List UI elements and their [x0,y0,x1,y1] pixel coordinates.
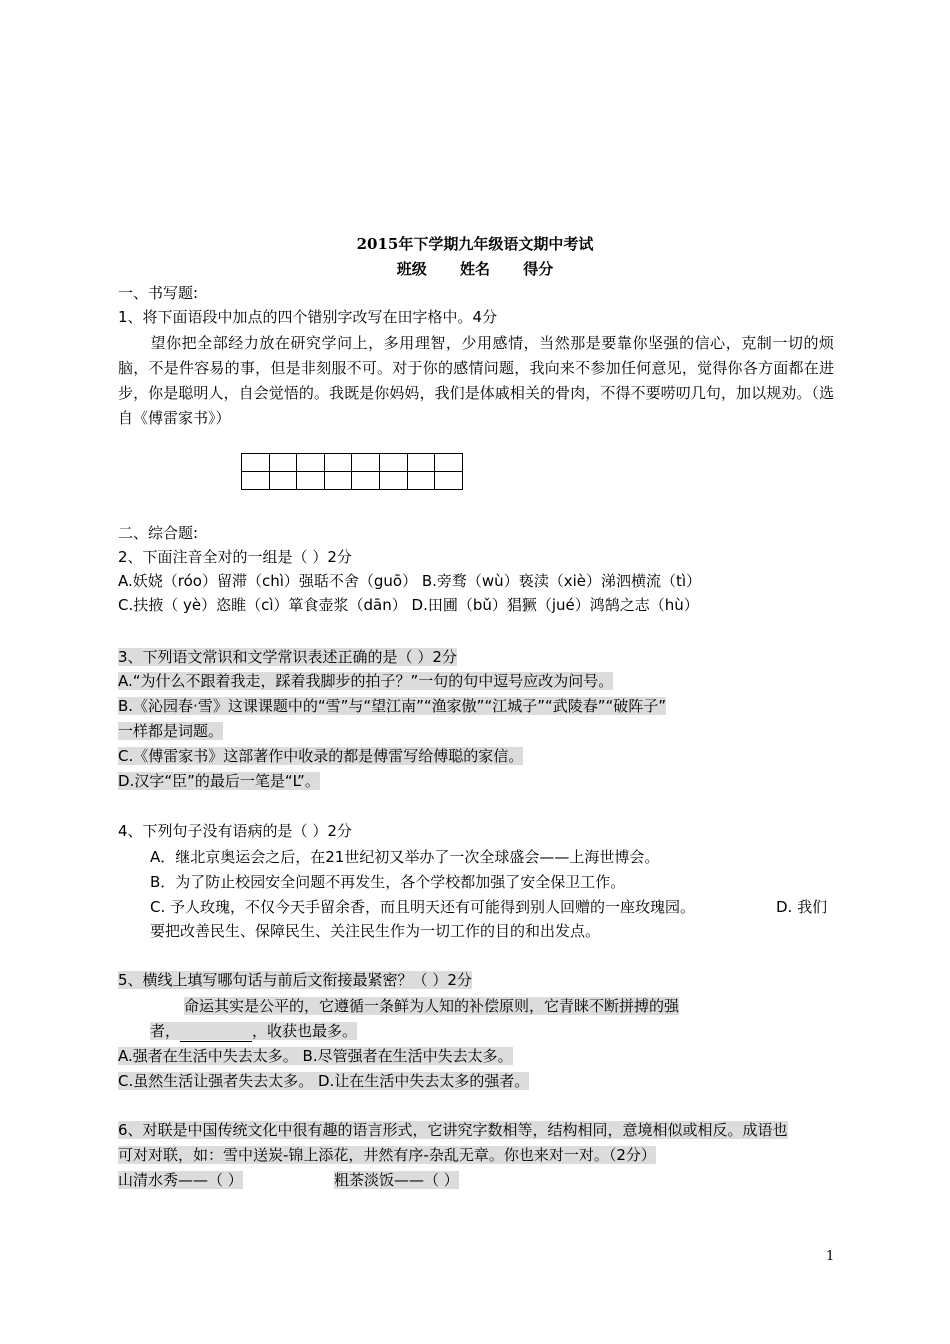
q4-option-d: 要把改善民生、保障民生、关注民生作为一切工作的目的和出发点。 [150,922,601,940]
q5-text-post: ，收获也最多。 [252,1022,358,1040]
q6-prompt-line1: 6、对联是中国传统文化中很有趣的语言形式，它讲究字数相等，结构相同，意境相似或相反。成语也 [118,1121,788,1139]
grid-cell[interactable] [352,472,380,490]
grid-cell[interactable] [269,472,297,490]
q5-options-cd: C.虽然生活让强者失去太多。 D.让在生活中失去太多的强者。 [118,1072,530,1090]
q3-option-b: B.《沁园春·雪》这课课题中的“雪”与“望江南”“渔家傲”“江城子”“武陵春”“破阵子” [118,697,667,715]
section1-heading: 一、书写题: [118,284,199,302]
q5-text-line1: 命运其实是公平的，它遵循一条鲜为人知的补偿原则，它青睐不断拼搏的强 [184,997,680,1015]
score-field-label: 得分 [523,260,554,278]
grid-cell[interactable] [435,454,463,472]
q5-options-ab: A.强者在生活中失去太多。 B.尽管强者在生活中失去太多。 [118,1047,513,1065]
q6-pair1[interactable]: 山清水秀——（ ） [118,1171,243,1189]
q2-options-cd: C.扶掖（ yè）恣睢（cì）箪食壶浆（dān） D.田圃（bǔ）猖獗（jué）鸿鹄之志（hù） [118,596,699,614]
grid-cell[interactable] [352,454,380,472]
q5-fill-blank[interactable] [180,1025,252,1042]
q4-option-c: C. 予人玫瑰，不仅今天手留余香，而且明天还有可能得到别人回赠的一座玫瑰园。 [150,898,696,916]
grid-cell[interactable] [435,472,463,490]
name-field-label: 姓名 [459,260,490,278]
grid-cell[interactable] [324,472,352,490]
q4-prompt: 4、下列句子没有语病的是（ ）2分 [118,822,352,840]
grid-cell[interactable] [242,454,270,472]
q4-option-b: B．为了防止校园安全问题不再发生，各个学校都加强了安全保卫工作。 [150,873,626,891]
section2-heading: 二、综合题: [118,524,199,542]
page-number: 1 [826,1249,835,1264]
q3-option-a: A.“为什么不跟着我走，踩着我脚步的拍子？”一句的句中逗号应改为问号。 [118,672,614,690]
grid-cell[interactable] [407,454,435,472]
q4-option-d-label: D. 我们 [776,898,828,916]
q3-option-c: C.《傅雷家书》这部著作中收录的都是傅雷写给傅聪的家信。 [118,747,524,765]
grid-cell[interactable] [379,472,407,490]
header-fields [0,258,950,279]
answer-grid[interactable] [241,453,463,490]
grid-cell[interactable] [297,454,325,472]
grid-cell[interactable] [269,454,297,472]
grid-cell[interactable] [297,472,325,490]
grid-cell[interactable] [324,454,352,472]
class-field-label: 班级 [396,260,427,278]
exam-title: 2015年下学期九年级语文期中考试 [356,235,594,253]
q3-prompt: 3、下列语文常识和文学常识表述正确的是（ ）2分 [118,648,457,666]
q1-passage [118,331,834,431]
q6-pair2[interactable]: 粗茶淡饭——（ ） [334,1171,459,1189]
grid-cell[interactable] [379,454,407,472]
q2-prompt: 2、下面注音全对的一组是（ ）2分 [118,548,352,566]
q3-option-b-cont: 一样都是词题。 [118,722,224,740]
q2-options-ab: A.妖娆（róo）留滞（chì）强聒不舍（guō） B.旁骛（wù）亵渎（xiè）涕泗横流（tì） [118,572,702,590]
grid-cell[interactable] [242,472,270,490]
q5-text-pre: 者， [150,1022,181,1040]
grid-cell[interactable] [407,472,435,490]
q1-prompt: 1、将下面语段中加点的四个错别字改写在田字格中。4分 [118,308,498,326]
q6-prompt-line2: 可对对联，如：雪中送炭-锦上添花，井然有序-杂乱无章。你也来对一对。（2分） [118,1146,656,1164]
q5-prompt: 5、横线上填写哪句话与前后文衔接最紧密？（ ）2分 [118,971,472,989]
q4-option-a: A．继北京奥运会之后，在21世纪初又举办了一次全球盛会——上海世博会。 [150,848,660,866]
q1-passage-text: 望你把全部经力放在研究学问上，多用理智，少用感情，当然那是要靠你坚强的信心，克制一切的烦脑，不是件容易的事，但是非刻服不可。对于你的感情问题，我向来不参加任何意见，觉得你各方面都在进步，你是聪明人，自会觉悟的。我既是你妈妈，我们是体戚相关的骨肉，不得不要唠叨几句，加以规劝。（选自《傅雷家书》） [118,334,834,427]
q3-option-d: D.汉字“臣”的最后一笔是“L”。 [118,772,320,790]
